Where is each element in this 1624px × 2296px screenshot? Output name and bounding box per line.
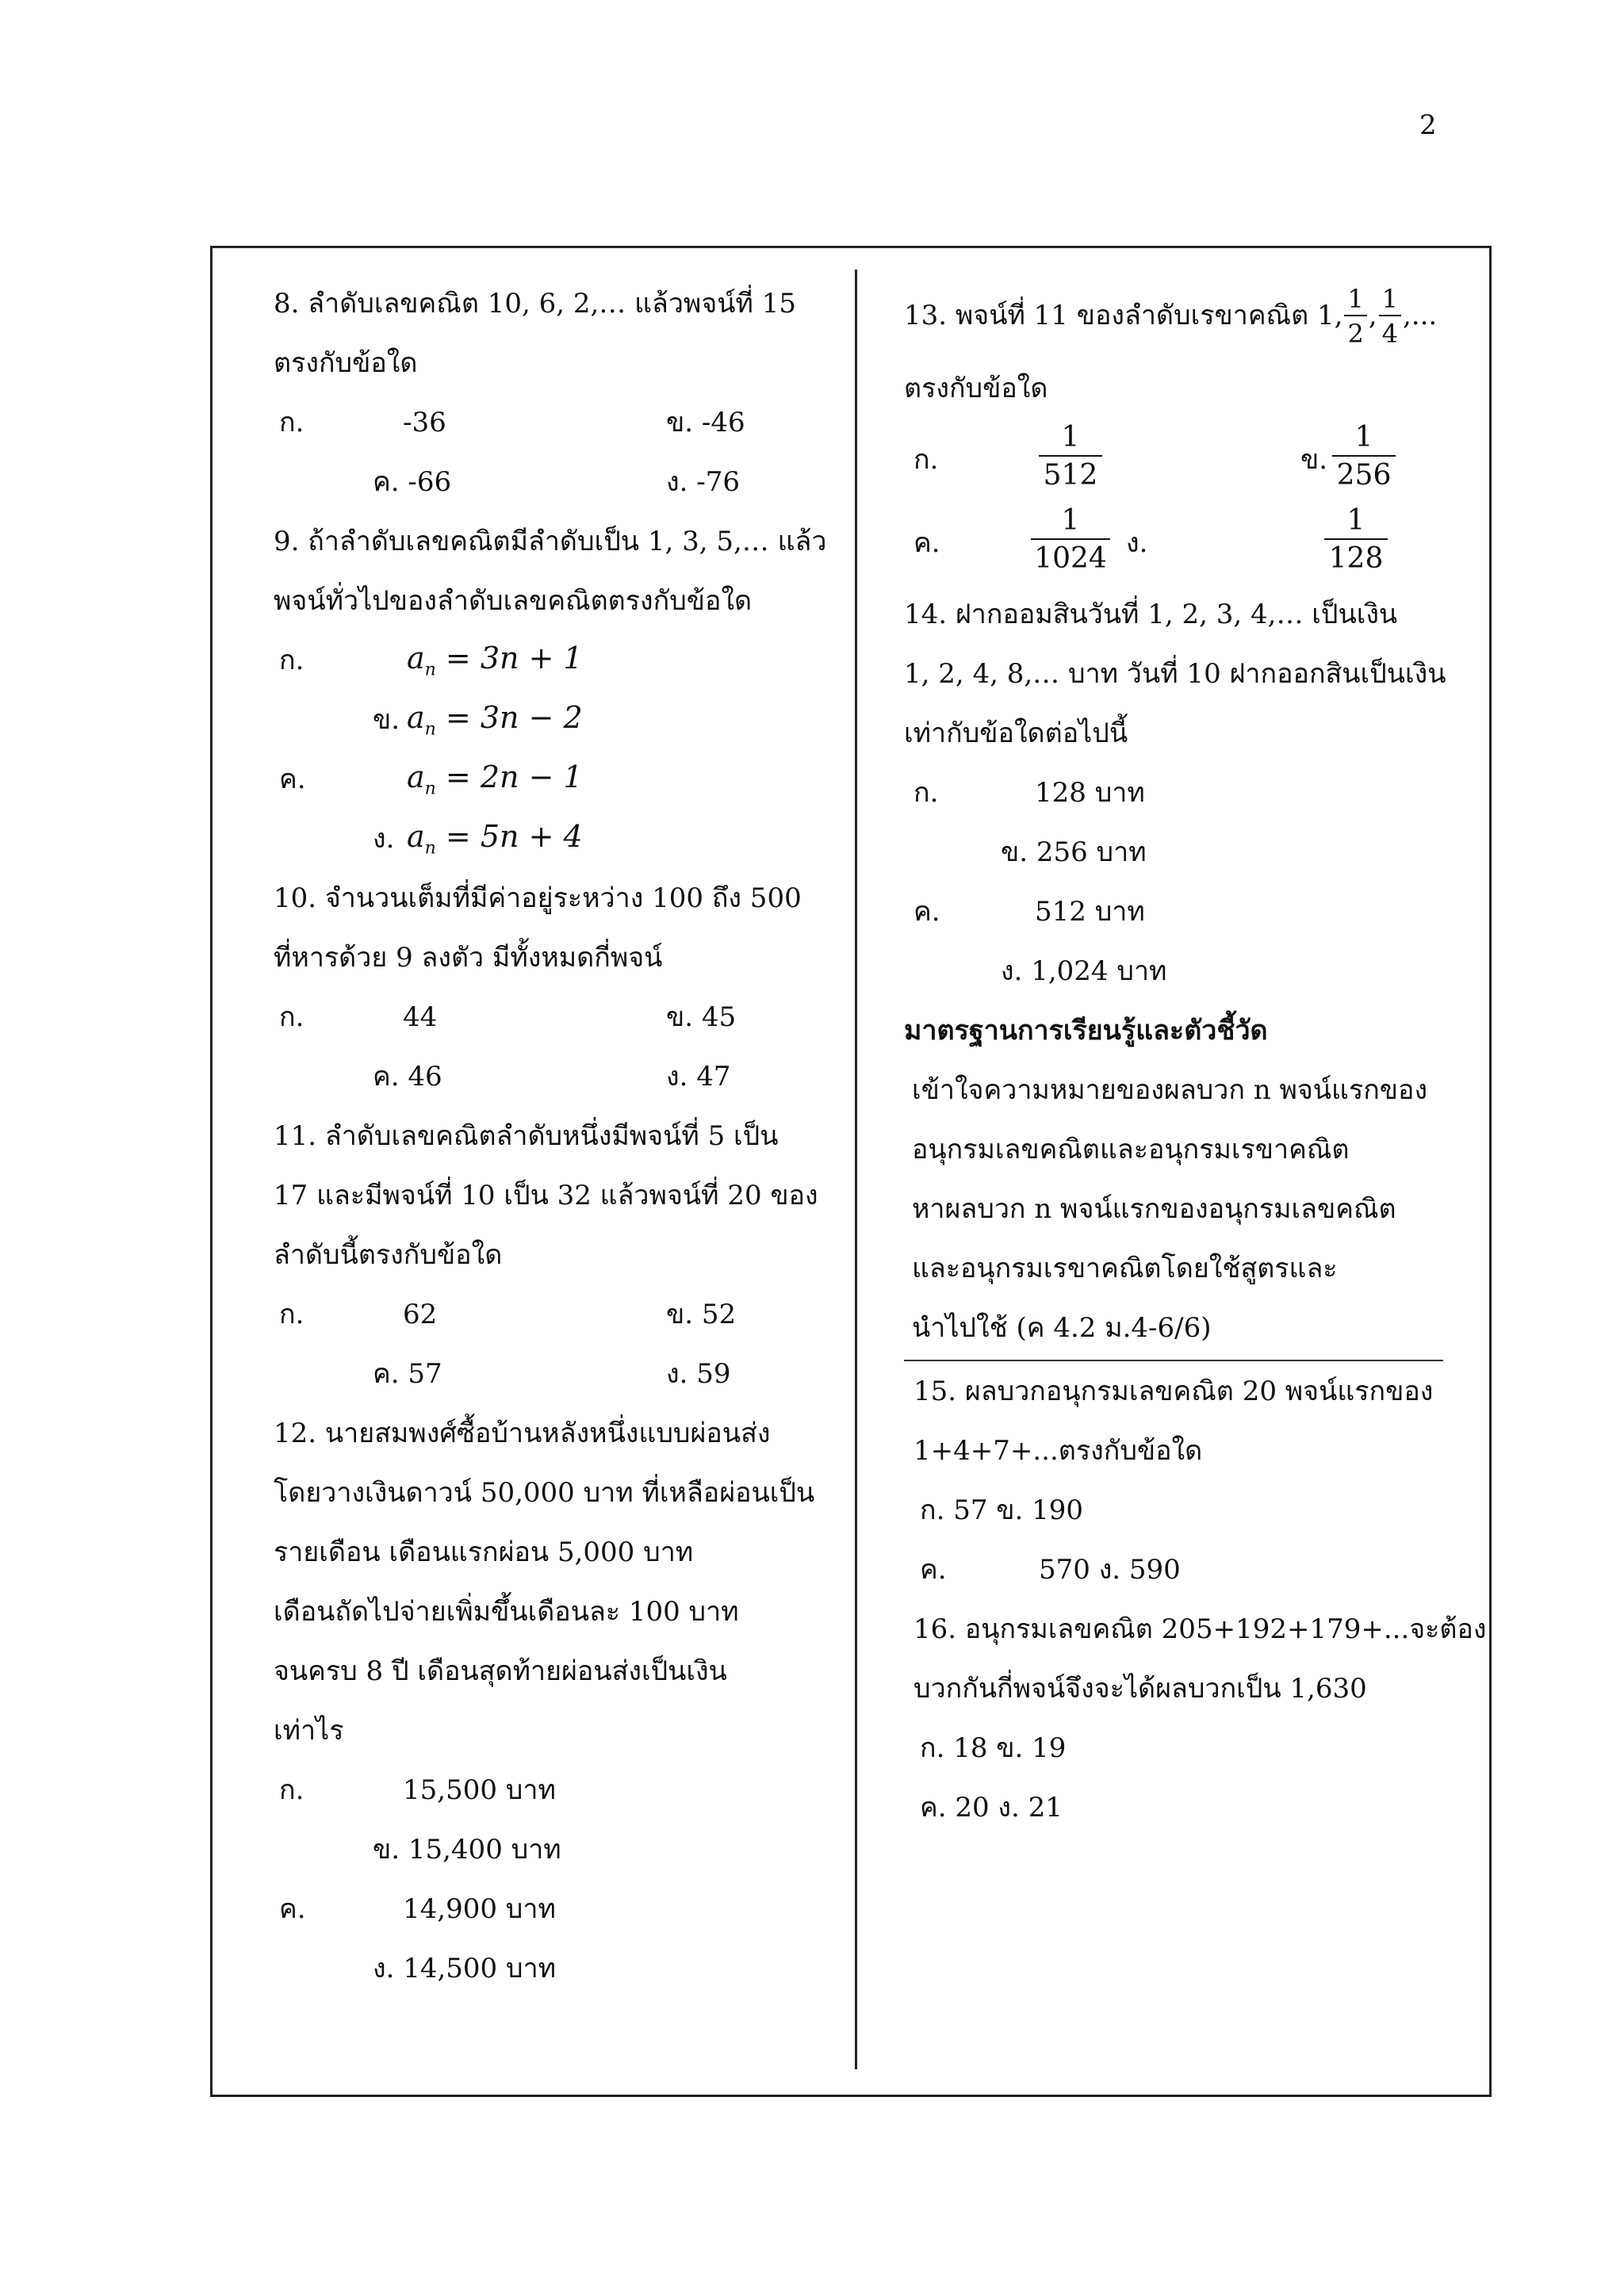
q15-option-c-label: ค. — [920, 1554, 947, 1586]
q14-text-line3: เท่ากับข้อใดต่อไปนี้ — [904, 718, 1128, 749]
q9-text-line2: พจน์ทั่วไปของลำดับเลขคณิตตรงกับข้อใด — [274, 585, 753, 617]
q10-option-a-label: ก. — [279, 1001, 304, 1033]
q15-options-ab: ก. 57 ข. 190 — [920, 1494, 1084, 1526]
q13-seq-fraction-half: $\frac{1}{2}$ — [1344, 283, 1366, 351]
q10-option-c: ค. 46 — [373, 1061, 442, 1093]
q9-option-a-label: ก. — [279, 645, 304, 676]
q12-text-line2: โดยวางเงินดาวน์ 50,000 บาท ที่เหลือผ่อนเป็น — [274, 1477, 815, 1509]
q10-option-d: ง. 47 — [666, 1061, 731, 1093]
standards-line-1: เข้าใจความหมายของผลบวก n พจน์แรกของ — [912, 1074, 1428, 1106]
q14-option-d: ง. 1,024 บาท — [1001, 955, 1167, 987]
content-frame — [210, 246, 1492, 2097]
q8-option-c: ค. -66 — [373, 466, 452, 498]
standards-line-3: หาผลบวก n พจน์แรกของอนุกรมเลขคณิต — [912, 1193, 1396, 1225]
q11-option-a-label: ก. — [279, 1299, 304, 1330]
q8-option-a-value: -36 — [403, 407, 446, 438]
q13-option-c-label: ค. — [914, 527, 940, 559]
q13-option-d-fraction: $\frac{1}{128}$ — [1324, 503, 1388, 578]
q12-option-b: ข. 15,400 บาท — [373, 1834, 561, 1866]
q14-option-c-label: ค. — [914, 896, 940, 928]
q12-text-line4: เดือนถัดไปจ่ายเพิ่มขึ้นเดือนละ 100 บาท — [274, 1596, 739, 1628]
q9-option-b-equation: $a_n = 3n - 2$ — [407, 700, 583, 740]
q11-text-line3: ลำดับนี้ตรงกับข้อใด — [274, 1239, 503, 1271]
standards-title: มาตรฐานการเรียนรู้และตัวชี้วัด — [904, 1015, 1268, 1047]
q13-option-d-label: ง. — [1126, 527, 1148, 559]
q13-option-a-fraction: $\frac{1}{512}$ — [1039, 420, 1102, 495]
q12-option-d: ง. 14,500 บาท — [373, 1953, 557, 1984]
q10-text-line1: 10. จำนวนเต็มที่มีค่าอยู่ระหว่าง 100 ถึง 500 — [274, 882, 802, 914]
q8-text-line1: 8. ลำดับเลขคณิต 10, 6, 2,… แล้วพจน์ที่ 15 — [274, 288, 796, 320]
q9-option-b-label: ข. — [373, 704, 400, 736]
q10-text-line2: ที่หารด้วย 9 ลงตัว มีทั้งหมดกี่พจน์ — [274, 942, 663, 974]
q8-option-a-label: ก. — [279, 407, 304, 438]
q12-text-line6: เท่าไร — [274, 1715, 344, 1747]
q16-options-ab: ก. 18 ข. 19 — [920, 1732, 1067, 1764]
q12-text-line5: จนครบ 8 ปี เดือนสุดท้ายผ่อนส่งเป็นเงิน — [274, 1655, 727, 1687]
q13-option-a-label: ก. — [914, 444, 939, 476]
q12-option-a-label: ก. — [279, 1774, 304, 1806]
standards-line-4: และอนุกรมเรขาคณิตโดยใช้สูตรและ — [912, 1253, 1338, 1284]
q14-option-a-value: 128 บาท — [1035, 777, 1145, 809]
q11-option-c: ค. 57 — [373, 1358, 442, 1390]
q9-option-c-equation: $a_n = 2n - 1$ — [407, 760, 583, 799]
q16-text-line1: 16. อนุกรมเลขคณิต 205+192+179+...จะต้อง — [914, 1613, 1487, 1645]
q12-option-c-value: 14,900 บาท — [403, 1893, 556, 1925]
q14-option-c-value: 512 บาท — [1035, 896, 1145, 928]
q13-text-line1: 13. พจน์ที่ 11 ของลำดับเรขาคณิต 1, $\frac{1}{2}$ , $\frac{1}{4}$ ,... — [904, 276, 1437, 355]
q10-option-b: ข. 45 — [666, 1001, 737, 1033]
q13-option-b-label: ข. — [1300, 444, 1328, 476]
q12-text-line3: รายเดือน เดือนแรกผ่อน 5,000 บาท — [274, 1536, 694, 1568]
q13-option-b-fraction: $\frac{1}{256}$ — [1332, 420, 1396, 495]
q16-text-line2: บวกกันกี่พจน์จึงจะได้ผลบวกเป็น 1,630 — [914, 1673, 1367, 1705]
q12-option-a-value: 15,500 บาท — [403, 1774, 556, 1806]
q9-text-line1: 9. ถ้าลำดับเลขคณิตมีลำดับเป็น 1, 3, 5,… แล้ว — [274, 526, 827, 557]
q13-text-line2: ตรงกับข้อใด — [904, 373, 1048, 404]
q11-option-b: ข. 52 — [666, 1299, 737, 1330]
q9-option-c-label: ค. — [279, 763, 306, 795]
q14-option-b: ข. 256 บาท — [1001, 836, 1147, 868]
q15-text-line1: 15. ผลบวกอนุกรมเลขคณิต 20 พจน์แรกของ — [914, 1376, 1434, 1407]
q13-option-c-fraction: $\frac{1}{1024}$ — [1031, 503, 1110, 578]
q15-text-line2: 1+4+7+...ตรงกับข้อใด — [914, 1435, 1203, 1467]
q10-option-a-value: 44 — [403, 1001, 438, 1033]
q9-option-d-equation: $a_n = 5n + 4$ — [407, 819, 583, 859]
q11-option-d: ง. 59 — [666, 1358, 731, 1390]
q8-option-d: ง. -76 — [666, 466, 740, 498]
q15-options-cd: 570 ง. 590 — [1039, 1554, 1181, 1586]
q16-options-cd: ค. 20 ง. 21 — [920, 1792, 1063, 1823]
q14-text-line1: 14. ฝากออมสินวันที่ 1, 2, 3, 4,… เป็นเงิน — [904, 599, 1398, 630]
standards-line-5: นำไปใช้ (ค 4.2 ม.4-6/6) — [912, 1312, 1212, 1344]
column-divider — [855, 270, 857, 2069]
page-number: 2 — [1419, 109, 1437, 141]
q12-text-line1: 12. นายสมพงศ์ซื้อบ้านหลังหนึ่งแบบผ่อนส่ง — [274, 1418, 771, 1449]
q13-seq-fraction-quarter: $\frac{1}{4}$ — [1379, 283, 1401, 351]
q11-option-a-value: 62 — [403, 1299, 438, 1330]
q14-option-a-label: ก. — [914, 777, 939, 809]
standards-rule — [904, 1360, 1443, 1361]
q9-option-a-equation: $a_n = 3n + 1$ — [407, 641, 583, 680]
q11-text-line1: 11. ลำดับเลขคณิตลำดับหนึ่งมีพจน์ที่ 5 เป็น — [274, 1120, 779, 1152]
q9-option-d-label: ง. — [373, 823, 395, 855]
q8-option-b: ข. -46 — [666, 407, 745, 438]
q14-text-line2: 1, 2, 4, 8,… บาท วันที่ 10 ฝากออกสินเป็นเงิน — [904, 658, 1446, 690]
q11-text-line2: 17 และมีพจน์ที่ 10 เป็น 32 แล้วพจน์ที่ 20 ของ — [274, 1180, 818, 1211]
q8-text-line2: ตรงกับข้อใด — [274, 347, 418, 379]
standards-line-2: อนุกรมเลขคณิตและอนุกรมเรขาคณิต — [912, 1134, 1350, 1165]
q12-option-c-label: ค. — [279, 1893, 306, 1925]
